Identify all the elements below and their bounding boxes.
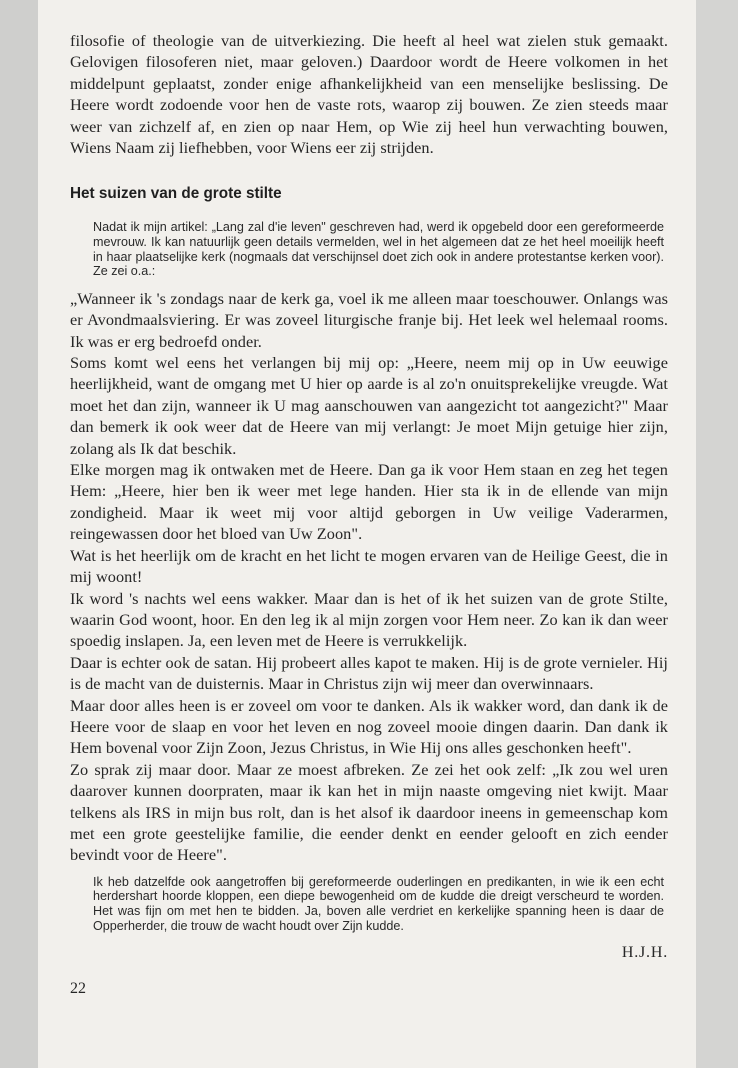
intro-note: Nadat ik mijn artikel: „Lang zal d'ie leven" geschreven had, werd ik opgebeld door een gereformeerde mevrouw. Ik kan natuurlijk geen details vermelden, wel in het algemeen dat ze het heel moeilijk heeft in haar plaatselijke kerk (nogmaals dat verschijnsel doet zich ook in andere protestantse kerken voor). Ze zei o.a.:	[93, 220, 664, 279]
section-heading: Het suizen van de grote stilte	[70, 185, 282, 203]
opening-paragraph: filosofie of theologie van de uitverkiezing. Die heeft al heel wat zielen stuk gemaakt. Gelovigen filosoferen niet, maar geloven.) Daardoor wordt de Heere volkomen in het middelpunt geplaatst, zonder enige afhankelijkheid van een menselijke beslissing. De Heere wordt zodoende voor hen de vaste rots, waarop zij bouwen. Ze zien steeds maar weer van zichzelf af, en zien op naar Hem, op Wie zij heel hun verwachting bouwen, Wiens Naam zij liefhebben, voor Wiens eer zij strijden.	[70, 31, 668, 158]
document-page	[38, 0, 696, 1068]
quote-paragraph: Wat is het heerlijk om de kracht en het licht te mogen ervaren van de Heilige Geest, die in mij woont!	[70, 545, 668, 587]
quote-paragraph: Ik word 's nachts wel eens wakker. Maar dan is het of ik het suizen van de grote Stilte, waarin God woont, hoor. En den leg ik al mijn zorgen voor Hem neer. Zo kan ik dan weer spoedig inslapen. Ja, een leven met de Heere is verrukkelijk.	[70, 588, 668, 651]
quote-paragraph: Zo sprak zij maar door. Maar ze moest afbreken. Ze zei het ook zelf: „Ik zou wel uren daarover kunnen doorpraten, maar ik kan het in mijn naaste omgeving niet kwijt. Maar telkens als IRS in mijn bus rolt, dan is het alsof ik daardoor ineens in gemeenschap kom met een grote geestelijke familie, die eender denkt en eender gelooft en zich eender bevindt voor de Heere".	[70, 759, 668, 865]
article-body	[70, 30, 668, 963]
quote-paragraph: Daar is echter ook de satan. Hij probeert alles kapot te maken. Hij is de grote vernieler. Hij is de macht van de duisternis. Maar in Christus zijn wij meer dan overwinnaars.	[70, 652, 668, 694]
scan-edge-right	[696, 0, 738, 1068]
page-number: 22	[70, 980, 86, 997]
author-signature: H.J.H.	[621, 944, 668, 962]
quote-paragraph: „Wanneer ik 's zondags naar de kerk ga, voel ik me alleen maar toeschouwer. Onlangs was er Avondmaalsviering. Er was zoveel liturgische franje bij. Het leek wel helemaal rooms. Ik was er erg bedroefd onder.	[70, 288, 668, 351]
quote-paragraph: Maar door alles heen is er zoveel om voor te danken. Als ik wakker word, dan dank ik de Heere voor de slaap en voor het leven en nog zoveel mooie dingen daarin. Dan dank ik Hem bovenal voor Zijn Zoon, Jezus Christus, in Wie Hij ons alles geschonken heeft".	[70, 695, 668, 758]
quote-paragraph: Soms komt wel eens het verlangen bij mij op: „Heere, neem mij op in Uw eeuwige heerlijkheid, want de omgang met U hier op aarde is al zo'n onuitsprekelijke vreugde. Wat moet het dan zijn, wanneer ik U mag aanschouwen van aangezicht tot aangezicht?" Maar dan bemerk ik ook weer dat de Heere van mij verlangt: Je moet Mijn getuige hier zijn, zolang als Ik dat beschik.	[70, 353, 668, 458]
scan-edge-left	[0, 0, 38, 1068]
quote-paragraph: Elke morgen mag ik ontwaken met de Heere. Dan ga ik voor Hem staan en zeg het tegen Hem: „Heere, hier ben ik weer met lege handen. Hier sta ik in de ellende van mijn zondigheid. Maar ik weet mij voor altijd geborgen in Uw veilige Vaderarmen, reingewassen door het bloed van Uw Zoon".	[70, 460, 668, 544]
closing-note: Ik heb datzelfde ook aangetroffen bij gereformeerde ouderlingen en predikanten, in wie ik een echt herdershart hoorde kloppen, een diepe bewogenheid om de kudde die dreigt verscheurd te worden. Het was fijn om met hen te bidden. Ja, boven alle verdriet en kerkelijke spanning heen is daar de Opperherder, die trouw de wacht houdt over Zijn kudde.	[93, 874, 664, 933]
